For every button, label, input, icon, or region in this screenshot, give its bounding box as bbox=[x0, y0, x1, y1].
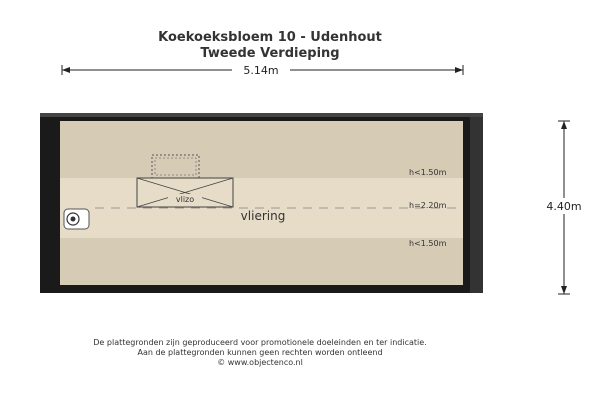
boiler-icon bbox=[64, 209, 89, 229]
height-mark-lower: h<1.50m bbox=[409, 239, 447, 248]
disclaimer-line-2: Aan de plattegronden kunnen geen rechten worden ontleend bbox=[137, 348, 383, 357]
room-label-vliering: vliering bbox=[240, 209, 286, 223]
disclaimer bbox=[0, 338, 520, 368]
disclaimer-line-1: De plattegronden zijn geproduceerd voor promotionele doeleinden en ter indicatie. bbox=[93, 338, 427, 347]
width-label: 5.14m bbox=[243, 64, 279, 77]
height-mark-upper: h<1.50m bbox=[409, 168, 447, 177]
address-title: Koekoeksbloem 10 - Udenhout bbox=[158, 30, 382, 45]
copyright-line: © www.objectenco.nl bbox=[217, 358, 303, 367]
height-mark-middle: h=2.20m bbox=[409, 201, 447, 210]
vlizo-label: vlizo bbox=[175, 195, 195, 204]
height-label: 4.40m bbox=[546, 200, 582, 213]
floor-title: Tweede Verdieping bbox=[200, 46, 340, 61]
width-dimension bbox=[62, 62, 463, 78]
height-dimension bbox=[536, 121, 592, 294]
